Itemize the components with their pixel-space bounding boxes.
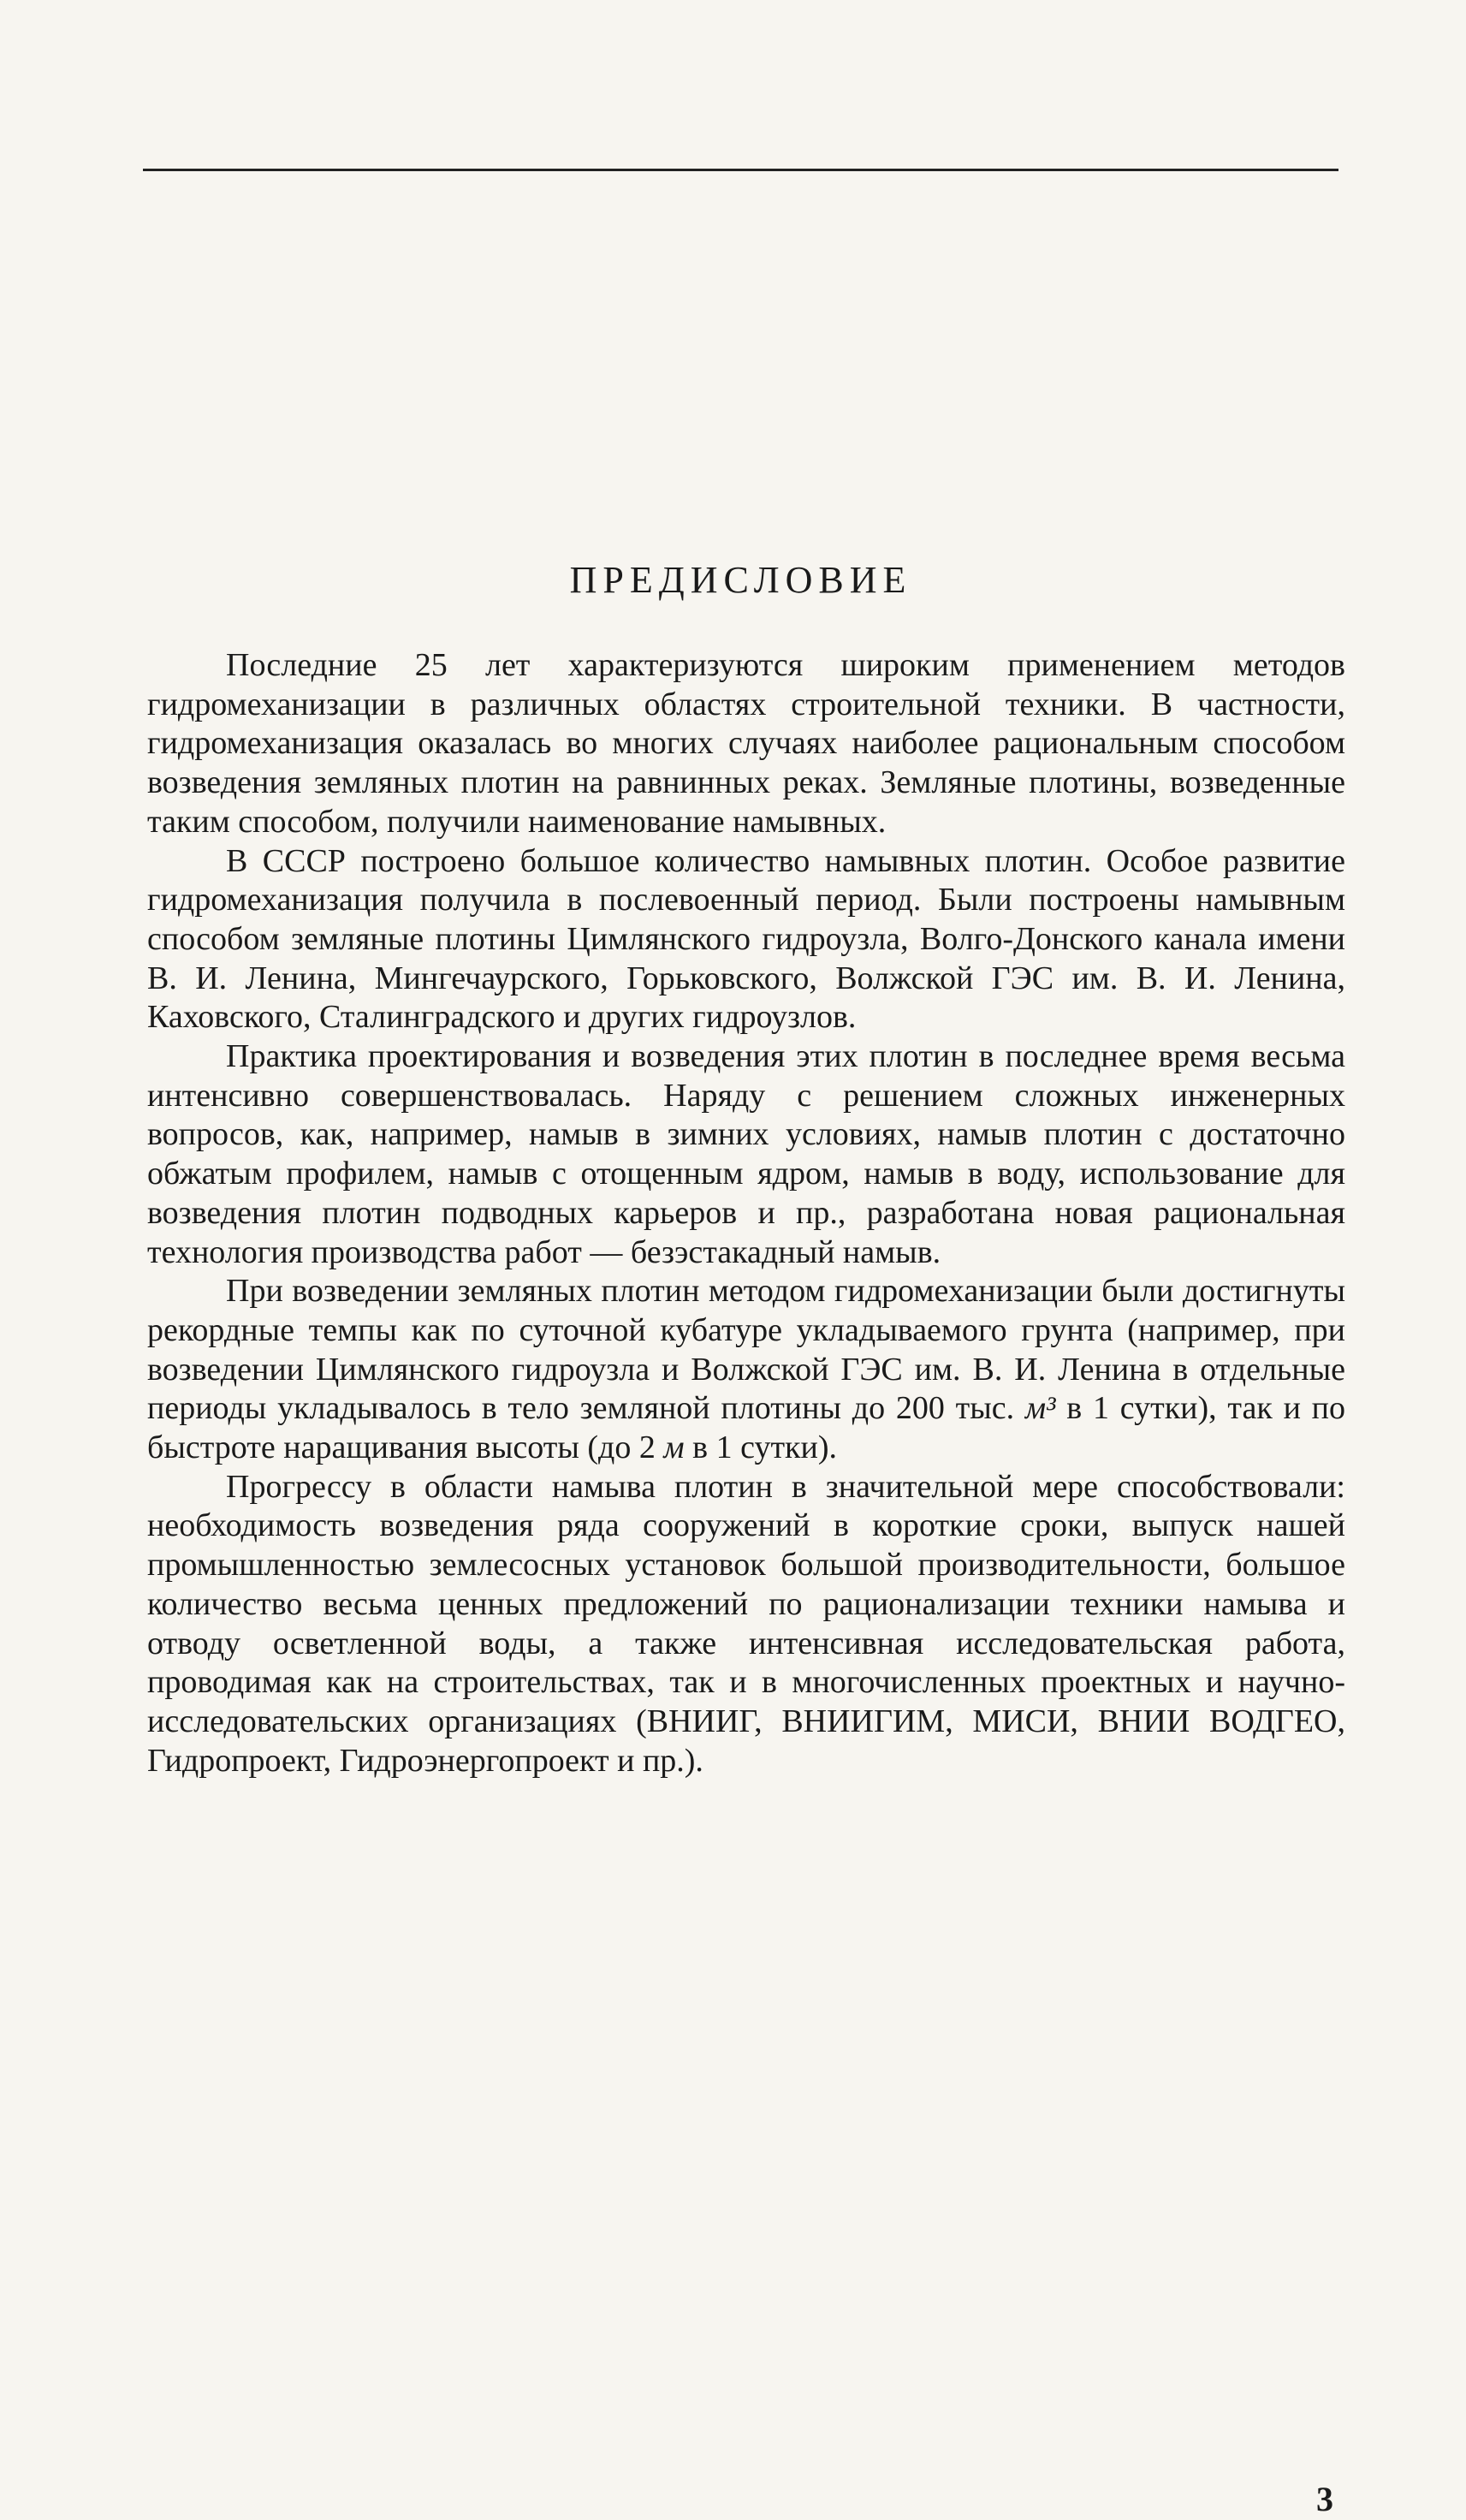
paragraph-2: В СССР построено большое количество намывных плотин. Особое развитие гидромеханизация получила в послевоенный период. Были построены намывным способом земляные плотины Цимлянского гидроузла, Волго-Донского канала имени В. И. Ленина, Мингечаурского, Горьковского, Волжской ГЭС им. В. И. Ленина, Каховского, Сталинградского и других гидроузлов. [147,842,1345,1036]
text-run: При возведении земляных плотин методом гидромеханизации были достигнуты рекордные темпы как по суточной кубатуре укладываемого грунта (например, при возведении Цимлянского гидроузла и Волжской ГЭС им. В. И. Ленина в отдельные периоды укладывалось в тело земляной плотины до 200 тыс. [147,1273,1345,1427]
preface-body [147,646,1345,1780]
top-rule [143,169,1338,171]
text-run: в 1 сутки), так и по быстроте наращивания высоты (до 2 [147,1390,1345,1466]
text-run: в 1 сутки). [684,1429,838,1466]
paragraph-5: Прогрессу в области намыва плотин в значительной мере способствовали: необходимость возведения ряда сооружений в короткие сроки, выпуск нашей промышленностью землесосных установок большой производительности, большое количество весьма ценных предложений по рационализации техники намыва и отводу осветленной воды, а также интенсивная исследовательская работа, проводимая как на строительствах, так и в многочисленных проектных и научно-исследовательских организациях (ВНИИГ, ВНИИГИМ, МИСИ, ВНИИ ВОДГЕО, Гидропроект, Гидроэнергопроект и пр.). [147,1468,1345,1779]
unit-italic: м [663,1429,685,1466]
unit-italic: м³ [1024,1390,1056,1427]
paragraph-4 [147,1272,1345,1468]
paragraph-3: Практика проектирования и возведения этих плотин в последнее время весьма интенсивно совершенствовалась. Наряду с решением сложных инженерных вопросов, как, например, намыв в зимних условиях, намыв плотин с достаточно обжатым профилем, намыв с отощенным ядром, намыв в воду, использование для возведения плотин подводных карьеров и пр., разработана новая рациональная технология производства работ — безэстакадный намыв. [147,1038,1345,1270]
paragraph-1: Последние 25 лет характеризуются широким применением методов гидромеханизации в различных областях строительной техники. В частности, гидромеханизация оказалась во многих случаях наиболее рациональным способом возведения земляных плотин на равнинных реках. Земляные плотины, возведенные таким способом, получили наименование намывных. [147,647,1345,840]
preface-heading: ПРЕДИСЛОВИЕ [569,559,912,601]
page-number: 3 [1316,2480,1333,2518]
